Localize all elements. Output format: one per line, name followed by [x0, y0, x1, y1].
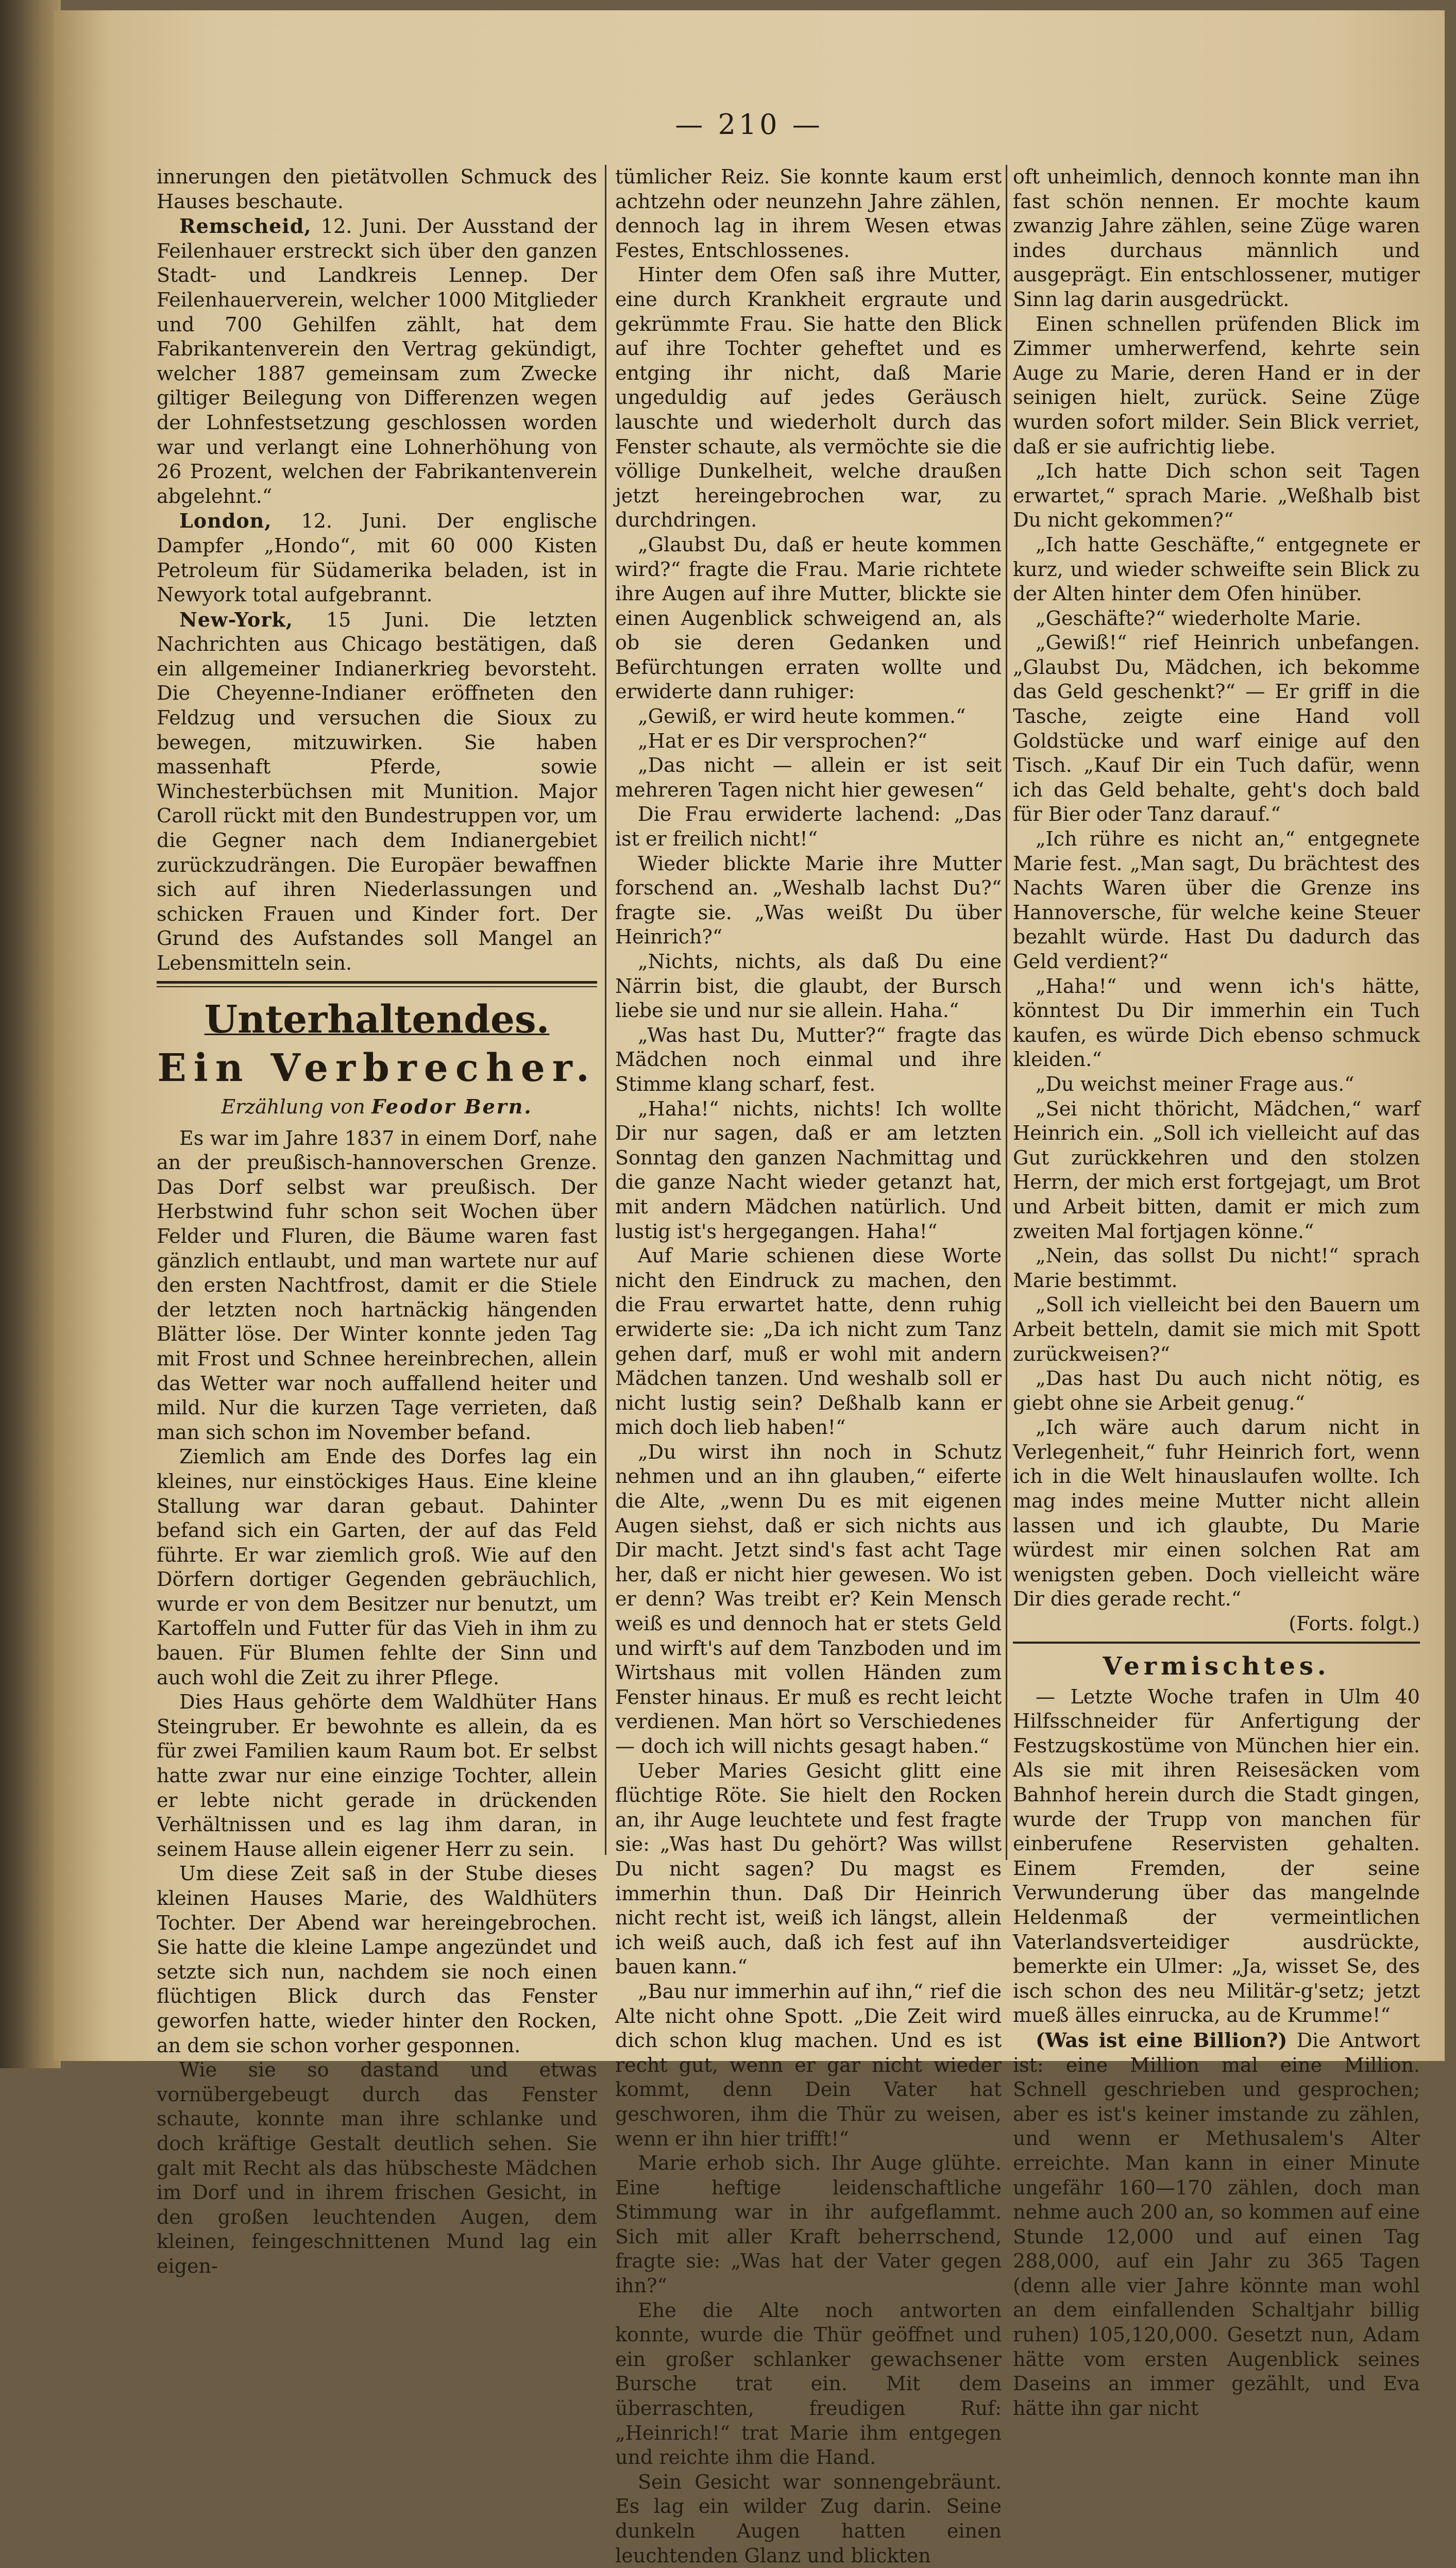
story-paragraph: Marie erhob sich. Ihr Auge glühte. Eine heftige leidenschaftliche Stimmung war in ihr aufgeflammt. Sich mit aller Kraft beherrschend, fragte sie: „Was hat der Vater gegen ihn?“	[615, 2152, 1002, 2297]
column-3	[1013, 165, 1420, 2421]
column-2	[615, 165, 1002, 2568]
story-paragraph: „Bau nur immerhin auf ihn,“ rief die Alte nicht ohne Spott. „Die Zeit wird dich schon klug machen. Und es ist recht gut, wenn er gar nicht wieder kommt, denn Dein Vater hat geschworen, ihm die Thür zu weisen, wenn er ihn hier trifft!“	[615, 1980, 1002, 2150]
story-title: Ein Verbrecher.	[157, 1045, 597, 1090]
section-divider	[1013, 1642, 1420, 1644]
story-paragraph: Wie sie so dastand und etwas vornübergebeugt durch das Fenster schaute, konnte man ihre schlanke und doch kräftige Gestalt deutlich sehen. Sie galt mit Recht als das hübscheste Mädchen im Dorf und in ihrem frischen Gesicht, in den großen leuchtenden Augen, dem kleinen, feingeschnittenen Mund lag ein eigen-	[157, 2058, 597, 2277]
story-paragraph: „Haha!“ und wenn ich's hätte, könntest Du Dir immerhin ein Tuch kaufen, es würde Dich ebenso schmuck kleiden.“	[1013, 974, 1420, 1071]
section-heading: Unterhaltendes.	[204, 997, 550, 1042]
page-number: — 210 —	[675, 108, 823, 141]
story-paragraph: tümlicher Reiz. Sie konnte kaum erst achtzehn oder neunzehn Jahre zählen, dennoch lag in ihrem Wesen etwas Festes, Entschlossenes.	[615, 165, 1002, 262]
story-paragraph: „Nichts, nichts, als daß Du eine Närrin bist, die glaubt, der Bursch liebe sie und nur sie allein. Haha.“	[615, 950, 1002, 1022]
story-paragraph: Hinter dem Ofen saß ihre Mutter, eine durch Krankheit ergraute und gekrümmte Frau. Sie hatte den Blick auf ihre Tochter geheftet und es entging ihr nicht, daß Marie ungeduldig auf jedes Geräusch lauschte und wiederholt durch das Fenster schaute, als vermöchte sie die völlige Dunkelheit, welche draußen jetzt hereingebrochen war, zu durchdringen.	[615, 263, 1002, 532]
story-paragraph: Es war im Jahre 1837 in einem Dorf, nahe an der preußisch-hannoverschen Grenze. Das Dorf selbst war preußisch. Der Herbstwind fuhr schon seit Wochen über Felder und Fluren, die Bäume waren fast gänzlich entlaubt, und man wartete nur auf den ersten Nachtfrost, damit er die Stiele der letzten noch hartnäckig hängenden Blätter löse. Der Winter konnte jeden Tag mit Frost und Schnee hereinbrechen, allein das Wetter war noch auffallend heiter und mild. Nur die kurzen Tage verrieten, daß man sich schon im November befand.	[157, 1126, 597, 1444]
news-newyork	[157, 607, 597, 976]
story-paragraph: oft unheimlich, dennoch konnte man ihn fast schön nennen. Er mochte kaum zwanzig Jahre zählen, seine Züge waren indes durchaus männlich und ausgeprägt. Ein entschlossener, mutiger Sinn lag darin ausgedrückt.	[1013, 165, 1420, 311]
story-paragraph: „Du wirst ihn noch in Schutz nehmen und an ihn glauben,“ eiferte die Alte, „wenn Du es mit eigenen Augen siehst, daß er sich nichts aus Dir macht. Jetzt sind's fast acht Tage her, daß er nicht hier gewesen. Wo ist er denn? Was treibt er? Kein Mensch weiß es und dennoch hat er stets Geld und wirft's auf dem Tanzboden und im Wirtshaus mit vollen Händen zum Fenster hinaus. Er muß es recht leicht verdienen. Man hört so Verschiedenes — doch ich will nichts gesagt haben.“	[615, 1440, 1002, 1758]
news-text: 12. Juni. Der Ausstand der Feilenhauer erstreckt sich über den ganzen Stadt- und Landkreis Lennep. Der Feilenhauerverein, welcher 1000 Mitglieder und 700 Gehilfen zählt, hat dem Fabrikantenverein den Vertrag gekündigt, welcher 1887 gemeinsam zum Zwecke giltiger Beilegung von Differenzen wegen der Lohnfestsetzung geschlossen worden war und verlangt eine Lohnerhöhung von 26 Prozent, welchen der Fabrikantenverein abgelehnt.“	[157, 215, 597, 508]
story-paragraph: Sein Gesicht war sonnengebräunt. Es lag ein wilder Zug darin. Seine dunkeln Augen hatten einen leuchtenden Glanz und blickten	[615, 2470, 1002, 2567]
story-paragraph: „Haha!“ nichts, nichts! Ich wollte Dir nur sagen, daß er am letzten Sonntag den ganzen Nachmittag und die ganze Nacht wieder getanzt hat, mit andern Mädchen natürlich. Und lustig ist's hergegangen. Haha!“	[615, 1097, 1002, 1243]
story-paragraph: „Gewiß!“ rief Heinrich unbefangen. „Glaubst Du, Mädchen, ich bekomme das Geld geschenkt?“ — Er griff in die Tasche, zeigte eine Hand voll Goldstücke und warf einige auf den Tisch. „Kauf Dir ein Tuch dafür, wenn ich das Geld behalte, geht's doch bald für Bier oder Tanz darauf.“	[1013, 631, 1420, 826]
story-paragraph: „Das hast Du auch nicht nötig, es giebt ohne sie Arbeit genug.“	[1013, 1367, 1420, 1414]
dateline-place: London,	[179, 509, 272, 533]
continued-note: (Forts. folgt.)	[1289, 1612, 1420, 1635]
misc-item: — Letzte Woche trafen in Ulm 40 Hilfsschneider für Anfertigung der Festzugskostüme von München hier ein. Als sie mit ihren Reisesäcken vom Bahnhof herein durch die Stadt gingen, wurde der Trupp von manchen für einberufene Reservisten gehalten. Einem Fremden, der seine Verwunderung über das mangelnde Heldenmaß der vermeintlichen Vaterlandsverteidiger ausdrückte, bemerkte ein Ulmer: „Ja, wisset Se, des isch schon des neu Militär-g'setz; jetzt mueß älles einrucka, au de Krumme!“	[1013, 1685, 1420, 2027]
byline	[157, 1094, 597, 1119]
story-paragraph: „Nein, das sollst Du nicht!“ sprach Marie bestimmt.	[1013, 1244, 1420, 1292]
story-paragraph: Wieder blickte Marie ihre Mutter forschend an. „Weshalb lachst Du?“ fragte sie. „Was weißt Du über Heinrich?“	[615, 852, 1002, 949]
book-binding	[0, 0, 61, 2068]
paragraph: innerungen den pietätvollen Schmuck des Hauses beschaute.	[157, 165, 597, 213]
news-text: 15 Juni. Die letzten Nachrichten aus Chicago bestätigen, daß ein allgemeiner Indianerkrieg bevorsteht. Die Cheyenne-Indianer eröffneten den Feldzug und versuchen die Sioux zu bewegen, mitzuwirken. Sie haben massenhaft Pferde, sowie Winchesterbüchsen mit Munition. Major Caroll rückt mit den Bundestruppen vor, um die Gegner nach dem Indianergebiet zurückzudrängen. Die Europäer bewaffnen sich auf ihren Niederlassungen und schicken Frauen und Kinder fort. Der Grund des Aufstandes soll Mangel an Lebensmitteln sein.	[157, 608, 597, 974]
story-paragraph: Ziemlich am Ende des Dorfes lag ein kleines, nur einstöckiges Haus. Eine kleine Stallung war daran gebaut. Dahinter befand sich ein Garten, der auf das Feld führte. Er war ziemlich groß. Wie auf den Dörfern dortiger Gegenden gebräuchlich, wurde er von dem Besitzer nur benutzt, um Kartoffeln und Futter für das Vieh in ihm zu bauen. Für Blumen fehlte der Sinn und auch wohl die Zeit zu ihrer Pflege.	[157, 1445, 597, 1689]
news-remscheid	[157, 214, 597, 509]
dateline-place: New-York,	[179, 607, 293, 631]
story-paragraph: „Was hast Du, Mutter?“ fragte das Mädchen noch einmal und ihre Stimme klang scharf, fest.	[615, 1023, 1002, 1095]
misc-item-heading: (Was ist eine Billion?)	[1036, 2028, 1288, 2052]
story-paragraph: „Du weichst meiner Frage aus.“	[1036, 1072, 1355, 1095]
news-text: 12. Juni. Der englische Dampfer „Hondo“, mit 60 000 Kisten Petroleum für Südamerika beladen, ist in Newyork total aufgebrannt.	[157, 510, 597, 606]
story-paragraph: „Ich hatte Geschäfte,“ entgegnete er kurz, und wieder schweifte sein Blick zu der Alten hinter dem Ofen hinüber.	[1013, 533, 1420, 605]
story-paragraph: „Hat er es Dir versprochen?“	[638, 729, 928, 752]
story-paragraph: „Ich wäre auch darum nicht in Verlegenheit,“ fuhr Heinrich fort, wenn ich in die Welt hinauslaufen wollte. Ich mag indes meine Mutter nicht allein lassen und ich glaubte, Du Marie würdest mir einen solchen Rat am wenigsten geben. Doch vielleicht wäre Dir dies gerade recht.“	[1013, 1416, 1420, 1611]
section-heading: Vermischtes.	[1103, 1651, 1330, 1681]
column-rule	[605, 165, 606, 1855]
dateline-place: Remscheid,	[179, 214, 312, 238]
story-paragraph: „Das nicht — allein er ist seit mehreren Tagen nicht hier gewesen“	[615, 754, 1002, 801]
story-paragraph: „Gewiß, er wird heute kommen.“	[638, 705, 966, 728]
story-paragraph: „Geschäfte?“ wiederholte Marie.	[1036, 606, 1362, 630]
story-paragraph: „Sei nicht thöricht, Mädchen,“ warf Heinrich ein. „Soll ich vielleicht auf das Gut zurückkehren und den stolzen Herrn, der mich erst fortgejagt, um Brot und Arbeit bitten, damit er mich zum zweiten Mal fortjagen könne.“	[1013, 1097, 1420, 1243]
column-1	[157, 165, 597, 2279]
story-paragraph: Um diese Zeit saß in der Stube dieses kleinen Hauses Marie, des Waldhüters Tochter. Der Abend war hereingebrochen. Sie hatte die kleine Lampe angezündet und setzte sich nun, nachdem sie noch einen flüchtigen Blick durch das Fenster geworfen hatte, wieder hinter den Rocken, an dem sie schon vorher gesponnen.	[157, 1862, 597, 2057]
story-paragraph: „Soll ich vielleicht bei den Bauern um Arbeit betteln, damit sie mich mit Spott zurückweisen?“	[1013, 1293, 1420, 1365]
misc-item	[1013, 2028, 1420, 2421]
misc-item-text: Die Antwort ist: eine Million mal eine Million. Schnell geschrieben und gesprochen; aber es ist's keiner imstande zu zählen, und wenn er Methusalem's Alter erreichte. Man kann in einer Minute ungefähr 160—170 zählen, doch man nehme auch 200 an, so kommen auf eine Stunde 12,000 und auf einen Tag 288,000, auf ein Jahr zu 365 Tagen (denn alle vier Jahre könnte man wohl an dem einfallenden Schaltjahr billig ruhen) 105,120,000. Gesetzt nun, Adam hätte vom ersten Augenblick seines Daseins an immer gezählt, und Eva hätte ihn gar nicht	[1013, 2029, 1420, 2420]
story-paragraph: „Ich rühre es nicht an,“ entgegnete Marie fest. „Man sagt, Du brächtest des Nachts Waren über die Grenze ins Hannoversche, für welche keine Steuer bezahlt würde. Hast Du dadurch das Geld verdient?“	[1013, 827, 1420, 973]
story-paragraph: Auf Marie schienen diese Worte nicht den Eindruck zu machen, den die Frau erwartet hatte, denn ruhig erwiderte sie: „Da ich nicht zum Tanz gehen darf, muß er wohl mit andern Mädchen tanzen. Und weshalb soll er nicht lustig sein? Deßhalb kann er mich doch lieb haben!“	[615, 1244, 1002, 1439]
byline-prefix: Erzählung von	[221, 1095, 365, 1118]
column-rule	[1006, 165, 1007, 1860]
story-paragraph: Ehe die Alte noch antworten konnte, wurde die Thür geöffnet und ein großer schlanker gewachsener Bursche trat ein. Mit dem überraschten, freudigen Ruf: „Heinrich!“ trat Marie ihm entgegen und reichte ihm die Hand.	[615, 2299, 1002, 2469]
byline-author: Feodor Bern.	[371, 1094, 533, 1118]
story-paragraph: Die Frau erwiderte lachend: „Das ist er freilich nicht!“	[615, 803, 1002, 851]
news-london	[157, 509, 597, 607]
story-paragraph: Einen schnellen prüfenden Blick im Zimmer umherwerfend, kehrte sein Auge zu Marie, deren Hand er in der seinigen hielt, zurück. Seine Züge wurden sofort milder. Sein Blick verriet, daß er sie aufrichtig liebe.	[1013, 312, 1420, 458]
story-paragraph: Ueber Maries Gesicht glitt eine flüchtige Röte. Sie hielt den Rocken an, ihr Auge leuchtete und fest fragte sie: „Was hast Du gehört? Was willst Du nicht sagen? Du magst es immerhin thun. Daß Dir Heinrich nicht recht ist, weiß ich längst, allein ich weiß auch, daß ich fest auf ihn bauen kann.“	[615, 1759, 1002, 1979]
newspaper-page	[54, 10, 1445, 2567]
section-divider	[157, 981, 597, 987]
story-paragraph: „Glaubst Du, daß er heute kommen wird?“ fragte die Frau. Marie richtete ihre Augen auf ihre Mutter, blickte sie einen Augenblick schweigend an, als ob sie deren Gedanken und Befürchtungen erraten wollte und erwiderte dann ruhiger:	[615, 533, 1002, 703]
story-paragraph: Dies Haus gehörte dem Waldhüter Hans Steingruber. Er bewohnte es allein, da es für zwei Familien kaum Raum bot. Er selbst hatte zwar nur eine einzige Tochter, allein er lebte nicht gerade in drückenden Verhältnissen und es lag ihm daran, in seinem Hause allein eigener Herr zu sein.	[157, 1691, 597, 1861]
story-paragraph: „Ich hatte Dich schon seit Tagen erwartet,“ sprach Marie. „Weßhalb bist Du nicht gekommen?“	[1013, 460, 1420, 532]
